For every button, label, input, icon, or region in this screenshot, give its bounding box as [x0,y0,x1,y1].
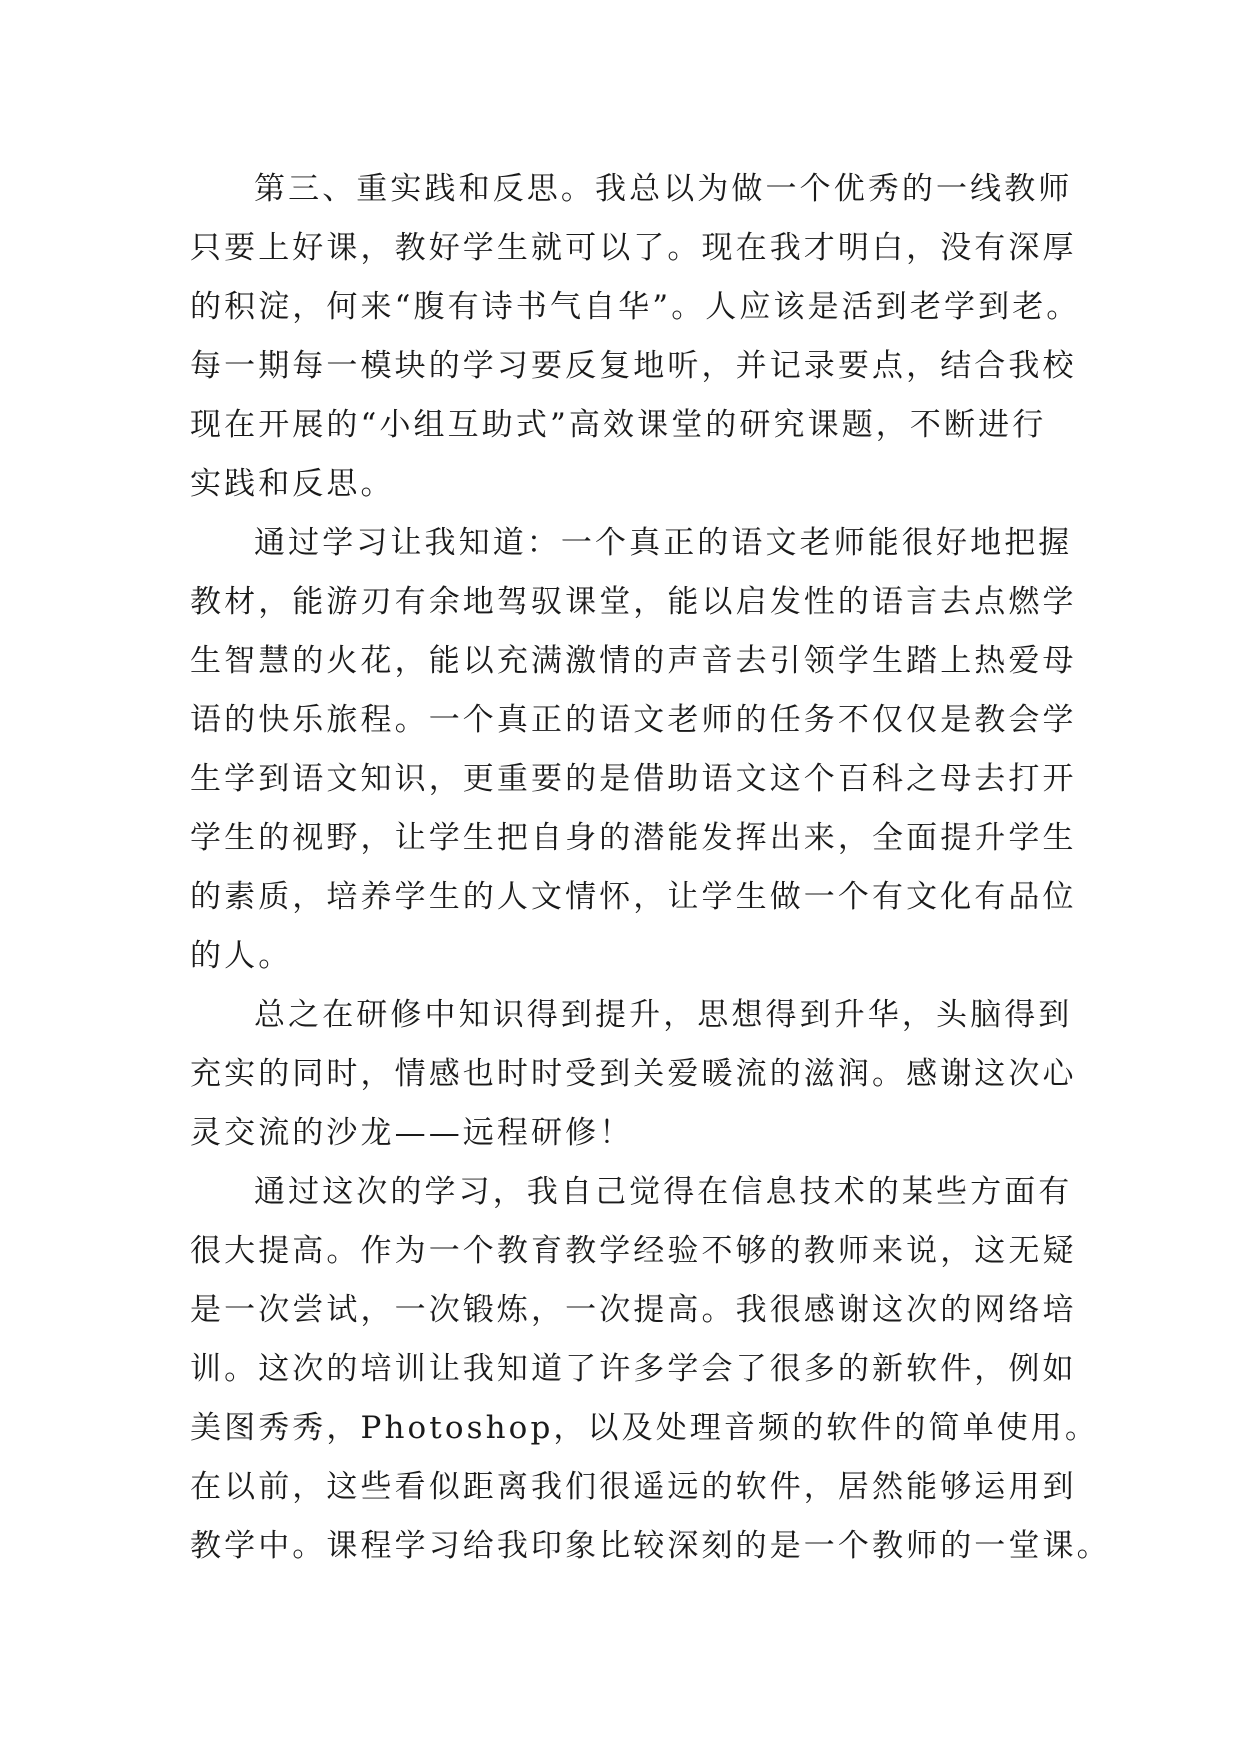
paragraph-practice-reflection [190,160,1081,514]
text-line: 通过这次的学习，我自己觉得在信息技术的某些方面有 [254,1174,1073,1210]
text-line: 美图秀秀，Photoshop，以及处理音频的软件的简单使用。 [190,1410,1099,1446]
text-line: 充实的同时，情感也时时受到关爱暖流的滋润。感谢这次心 [190,1056,1077,1092]
text-line: 灵交流的沙龙——远程研修！ [190,1115,634,1151]
text-line: 学生的视野，让学生把自身的潜能发挥出来，全面提升学生 [190,820,1077,856]
text-line: 在以前，这些看似距离我们很遥远的软件，居然能够运用到 [190,1469,1077,1505]
text-line: 现在开展的“小组互助式”高效课堂的研究课题，不断进行 [190,407,1047,443]
text-line: 很大提高。作为一个教育教学经验不够的教师来说，这无疑 [190,1233,1077,1269]
text-line: 教学中。课程学习给我印象比较深刻的是一个教师的一堂课。 [190,1528,1111,1564]
text-line: 通过学习让我知道：一个真正的语文老师能很好地把握 [254,525,1073,561]
text-line: 教材，能游刃有余地驾驭课堂，能以启发性的语言去点燃学 [190,584,1077,620]
paragraph-summary [190,986,1077,1163]
text-line: 是一次尝试，一次锻炼，一次提高。我很感谢这次的网络培 [190,1292,1077,1328]
text-line: 语的快乐旅程。一个真正的语文老师的任务不仅仅是教会学 [190,702,1077,738]
paragraph-information-technology [190,1163,1111,1576]
text-line: 实践和反思。 [190,466,395,502]
document-body [190,160,1111,1576]
text-line: 只要上好课，教好学生就可以了。现在我才明白，没有深厚 [190,230,1077,266]
text-line: 训。这次的培训让我知道了许多学会了很多的新软件，例如 [190,1351,1077,1387]
text-line: 总之在研修中知识得到提升，思想得到升华，头脑得到 [254,997,1073,1033]
text-line: 每一期每一模块的学习要反复地听，并记录要点，结合我校 [190,348,1077,384]
text-line: 的人。 [190,938,293,974]
text-line: 生智慧的火花，能以充满激情的声音去引领学生踏上热爱母 [190,643,1077,679]
text-line: 的积淀，何来“腹有诗书气自华”。人应该是活到老学到老。 [190,289,1081,325]
paragraph-chinese-teacher [190,514,1077,986]
text-line: 的素质，培养学生的人文情怀，让学生做一个有文化有品位 [190,879,1077,915]
text-line: 生学到语文知识，更重要的是借助语文这个百科之母去打开 [190,761,1077,797]
text-line: 第三、重实践和反思。我总以为做一个优秀的一线教师 [254,171,1073,207]
